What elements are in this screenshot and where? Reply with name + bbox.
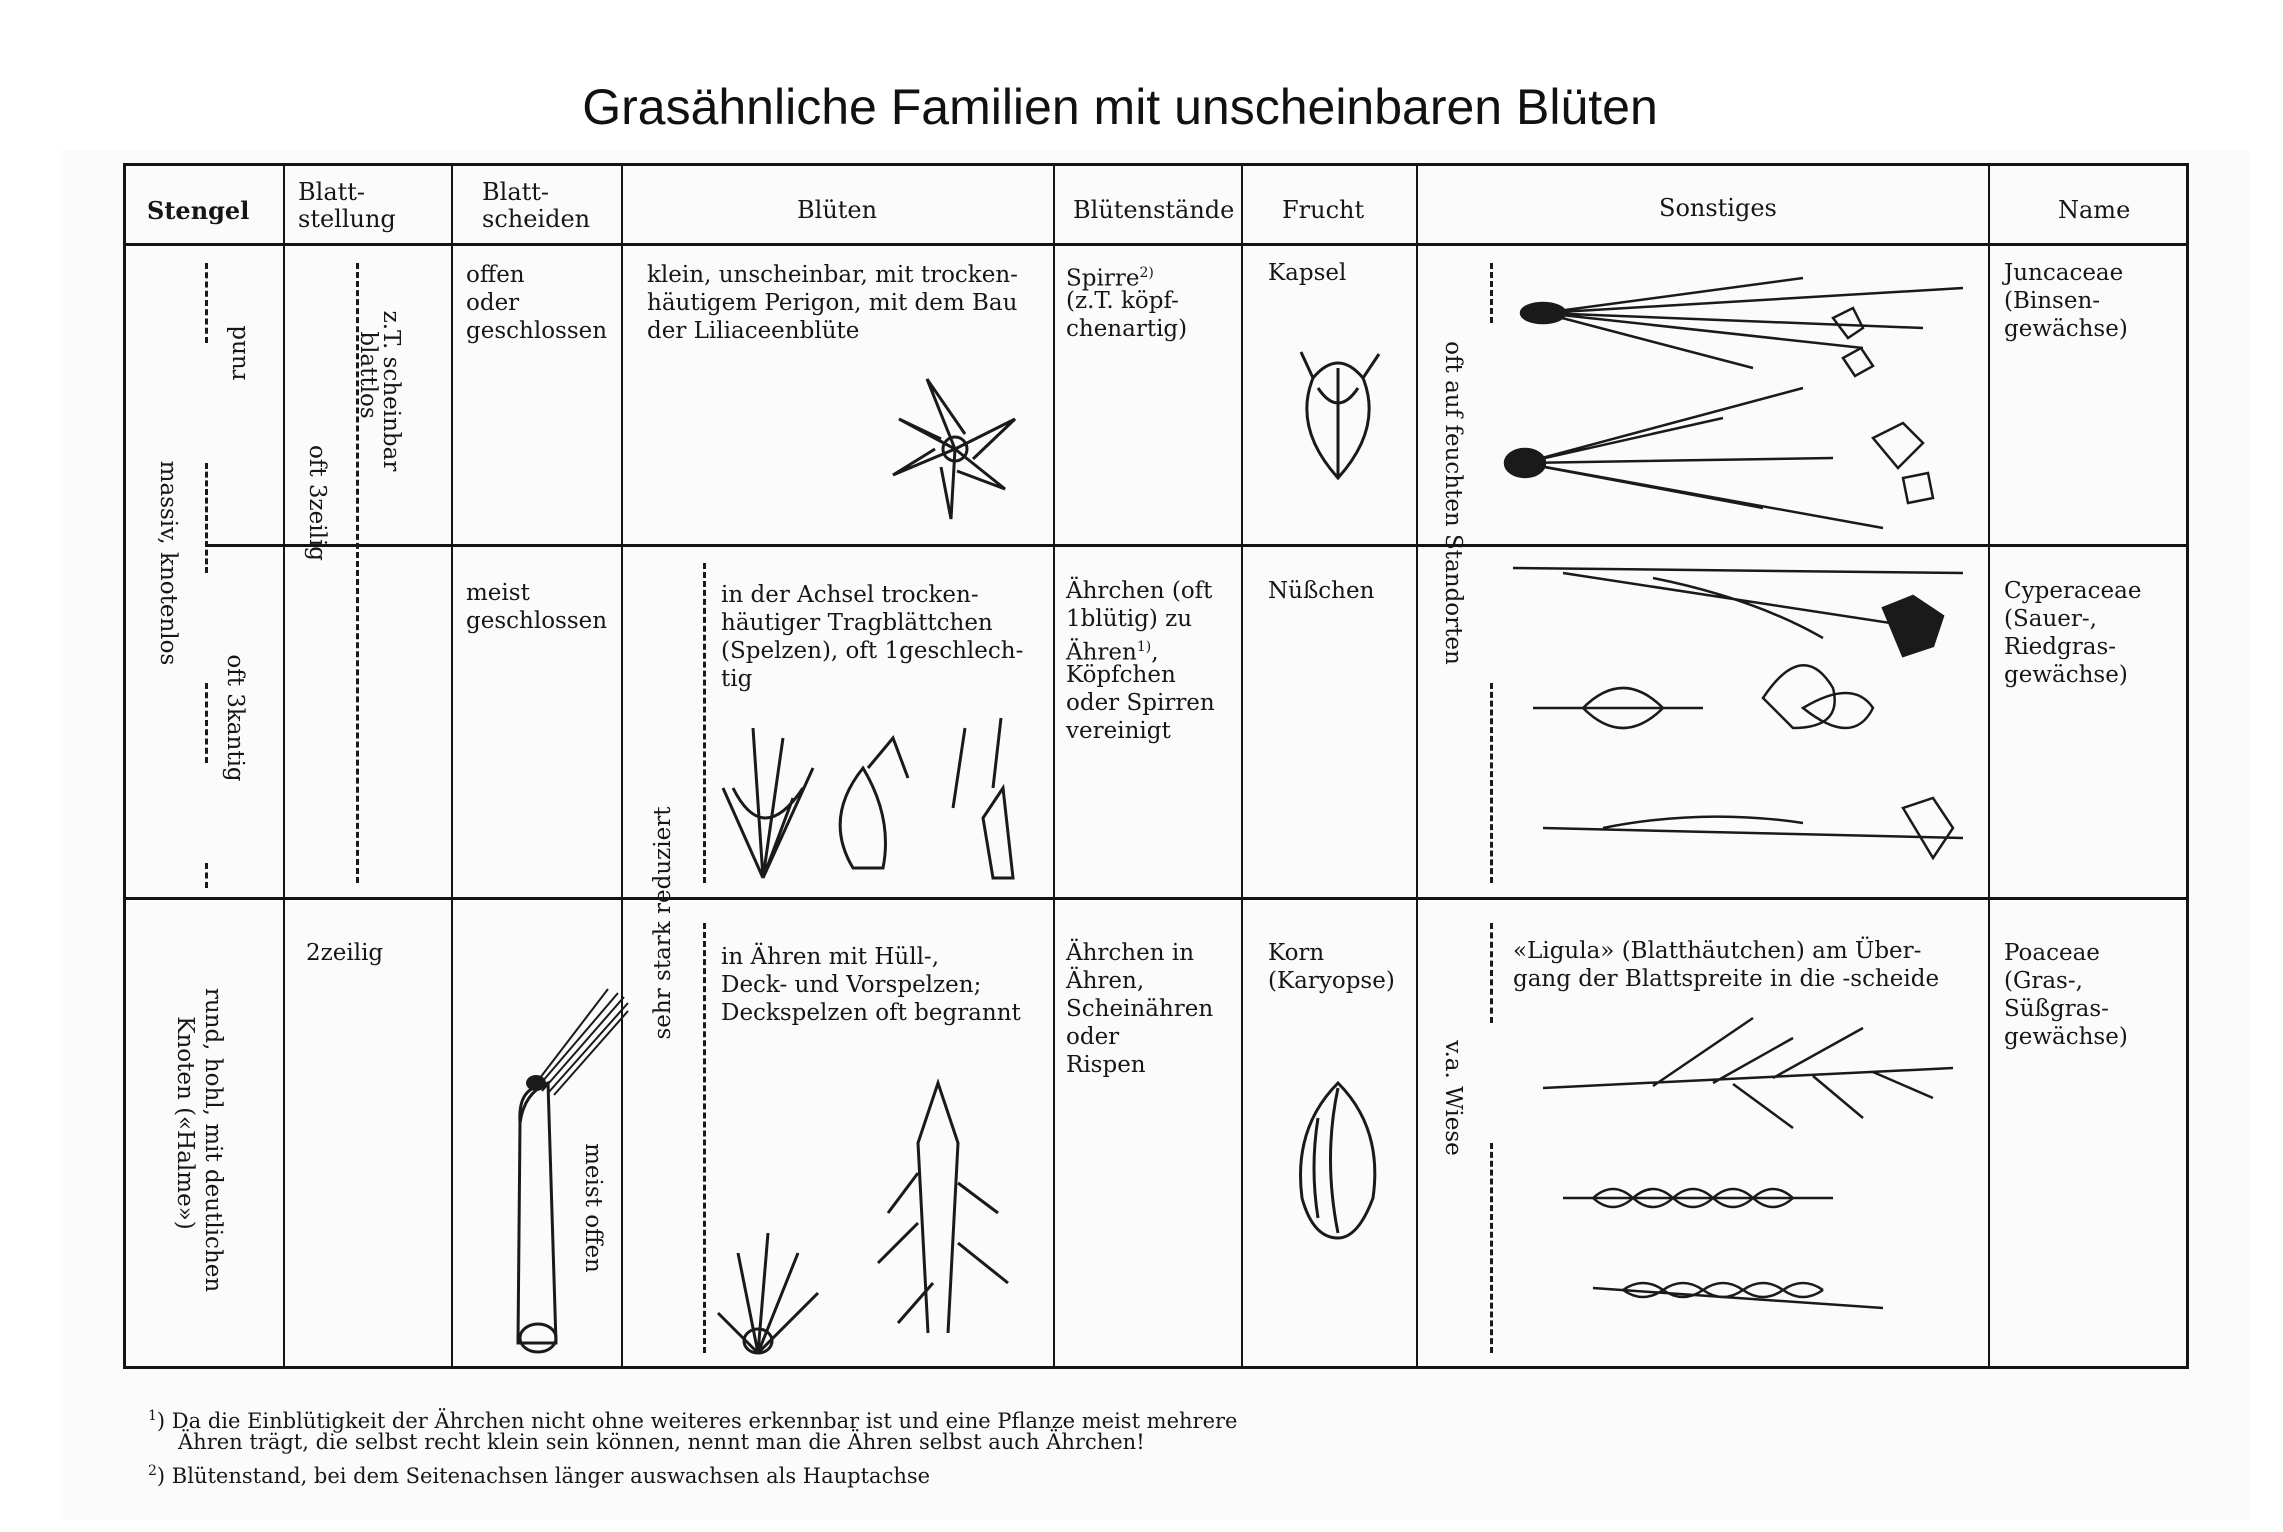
blueten-poaceae-3: Deckspelzen oft begrannt [721,1000,1021,1026]
grain-illustration [1288,1078,1388,1243]
bluetenstaende-cyperaceae-6: vereinigt [1066,718,1171,744]
name-poaceae-2: (Gras-, [2004,968,2083,994]
blattscheiden-juncaceae-2: oder [466,290,520,316]
bluetenstaende-poaceae-2: Ähren, [1066,968,1145,994]
name-cyperaceae-3: Riedgras- [2004,634,2117,660]
frucht-kapsel: Kapsel [1268,260,1347,286]
name-cyperaceae-4: gewächse) [2004,662,2128,688]
capsule-illustration [1283,348,1393,488]
bluetenstaende-poaceae-1: Ährchen in [1066,940,1195,966]
blueten-juncaceae-3: der Liliaceenblüte [647,318,860,344]
stengel-poaceae-2: Knoten («Halme») [172,1016,198,1230]
blueten-poaceae-2: Deck- und Vorspelzen; [721,972,982,998]
blueten-juncaceae-2: häutigem Perigon, mit dem Bau [647,290,1018,316]
bluetenstaende-poaceae-5: Rispen [1066,1052,1146,1078]
stengel-poaceae-1: rund, hohl, mit deutlichen [200,987,226,1293]
bluetenstaende-cyperaceae-3: Ähren$^{1)}$, [1066,639,1159,666]
header-bluetenstaende: Blütenstände [1073,196,1235,224]
name-poaceae-3: Süßgras- [2004,996,2109,1022]
header-frucht: Frucht [1282,196,1365,224]
sonstiges-feuchte-standorte: oft auf feuchten Standorten [1440,341,1466,665]
bluetenstaende-cyperaceae-5: oder Spirren [1066,690,1215,716]
name-cyperaceae-1: Cyperaceae [2004,578,2142,604]
page-title: Grasähnliche Familien mit unscheinbaren Blüten [582,79,1658,135]
grass-spikelet-illustration [708,1083,1048,1363]
sonstiges-ligula-1: «Ligula» (Blatthäutchen) am Über- [1513,938,1922,964]
blattstellung-2zeilig: 2zeilig [306,940,384,966]
frucht-nuesschen: Nüßchen [1268,578,1375,604]
name-poaceae-4: gewächse) [2004,1024,2128,1050]
aehren-footnote: 1) [1136,639,1152,655]
stengel-3kantig: oft 3kantig [222,654,248,782]
blattscheiden-meist-offen: meist offen [580,1143,606,1273]
frucht-korn-1: Korn [1268,940,1325,966]
lily-flower-illustration [885,379,1025,519]
blattstellung-scheinbar-2: blattlos [355,331,381,419]
leaf-sheath-illustration [458,983,628,1363]
name-juncaceae-2: (Binsen- [2004,288,2101,314]
grass-inflorescence-illustration [1533,1018,1983,1358]
header-blattscheiden-1: Blatt- [482,178,550,206]
header-blueten: Blüten [797,196,878,224]
sedge-plants-illustration [1503,558,1983,888]
rush-plants-illustration [1503,258,1983,543]
footnote-2-mark: 2 [148,1463,157,1479]
blueten-cyperaceae-2: häutiger Tragblättchen [721,610,993,636]
blueten-poaceae-1: in Ähren mit Hüll-, [721,944,940,970]
header-blattstellung-2: stellung [298,205,396,233]
blueten-cyperaceae-3: (Spelzen), oft 1geschlech- [721,638,1024,664]
stengel-rund: rund [225,325,251,381]
footnote-2: $^2$) Blütenstand, bei dem Seitenachsen länger auswachsen als Hauptachse [148,1463,931,1488]
bluetenstaende-poaceae-4: oder [1066,1024,1120,1050]
bluetenstaende-juncaceae-3: chenartig) [1066,316,1188,342]
spirre-text: Spirre [1066,265,1140,292]
blattscheiden-cyperaceae-1: meist [466,580,530,606]
sonstiges-ligula-2: gang der Blattspreite in die -scheide [1513,966,1940,992]
bluetenstaende-poaceae-3: Scheinähren [1066,996,1214,1022]
name-juncaceae-1: Juncaceae [2004,260,2124,286]
header-stengel: Stengel [147,196,250,225]
name-juncaceae-3: gewächse) [2004,316,2128,342]
blattscheiden-juncaceae-3: geschlossen [466,318,608,344]
header-blattscheiden-2: scheiden [482,205,591,233]
blattscheiden-cyperaceae-2: geschlossen [466,608,608,634]
name-poaceae-1: Poaceae [2004,940,2100,966]
spirre-footnote: 2) [1139,265,1154,281]
bluetenstaende-cyperaceae-1: Ährchen (oft [1066,578,1213,604]
blueten-cyperaceae-4: tig [721,666,753,692]
bluetenstaende-cyperaceae-4: Köpfchen [1066,662,1176,688]
name-cyperaceae-2: (Sauer-, [2004,606,2097,632]
footnote-1-line-2: Ähren trägt, die selbst recht klein sein können, nennt man die Ähren selbst auch Ährchen! [178,1430,1145,1454]
footnote-2-text: Blütenstand, bei dem Seitenachsen länger auswachsen als Hauptachse [171,1464,931,1488]
footnote-1-text: Da die Einblütigkeit der Ährchen nicht ohne weiteres erkennbar ist und eine Pflanze meist mehrere [171,1409,1238,1433]
header-name: Name [2058,196,2131,224]
blueten-stark-reduziert: sehr stark reduziert [650,806,676,1040]
blueten-juncaceae-1: klein, unscheinbar, mit trocken- [647,262,1018,288]
footnote-1-line-1: $^1$) Da die Einblütigkeit der Ährchen nicht ohne weiteres erkennbar ist und eine Pflanze meist mehrere [148,1408,1238,1433]
header-sonstiges: Sonstiges [1659,194,1777,222]
blattscheiden-juncaceae-1: offen [466,262,525,288]
blattstellung-scheinbar-1: z.T. scheinbar [378,310,404,472]
aehren-text: Ähren [1066,639,1137,666]
footnote-1-mark: 1 [148,1408,157,1424]
frucht-korn-2: (Karyopse) [1268,968,1395,994]
blueten-cyperaceae-1: in der Achsel trocken- [721,582,979,608]
family-table [123,163,2189,1369]
sedge-flowers-illustration [703,708,1043,883]
sonstiges-wiese: v.a. Wiese [1440,1040,1466,1156]
stengel-massiv: massiv, knotenlos [155,460,181,666]
blattstellung-3zeilig: oft 3zeilig [304,444,330,562]
header-blattstellung-1: Blatt- [298,178,366,206]
bluetenstaende-juncaceae-2: (z.T. köpf- [1066,288,1179,314]
bluetenstaende-cyperaceae-2: 1blütig) zu [1066,606,1193,632]
